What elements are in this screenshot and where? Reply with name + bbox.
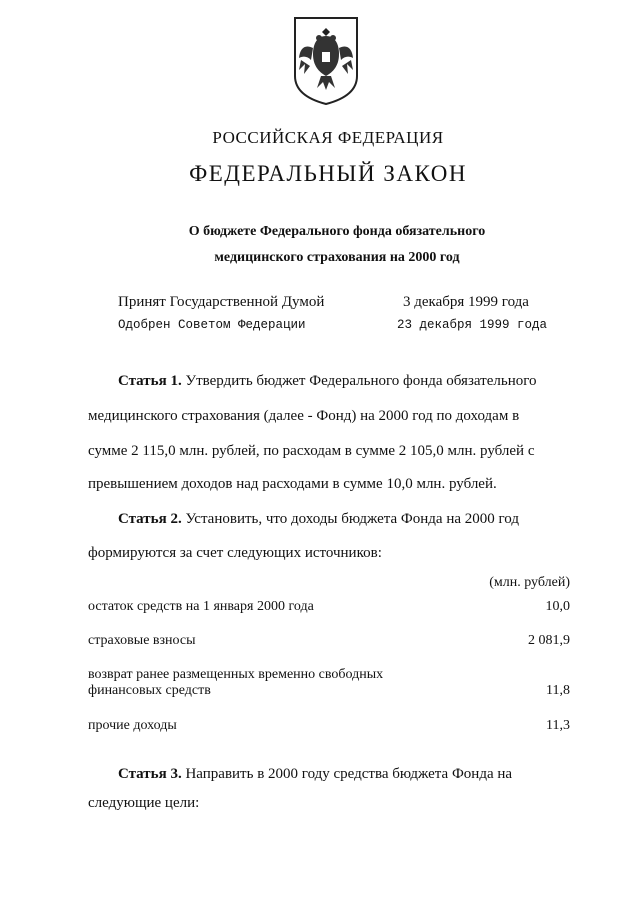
article-2-heading: Статья 2. (118, 511, 182, 527)
council-approval-label: Одобрен Советом Федерации (118, 318, 306, 332)
duma-adoption-label: Принят Государственной Думой (118, 294, 325, 310)
income-label-continued: финансовых средств (88, 683, 211, 698)
article-2-line-2: формируются за счет следующих источников: (88, 545, 382, 561)
law-title-line-2: медицинского страхования на 2000 год (214, 250, 460, 265)
article-3-heading: Статья 3. (118, 766, 182, 782)
law-title-line-1: О бюджете Федерального фонда обязательного (188, 224, 486, 239)
income-value: 2 081,9 (528, 633, 570, 648)
law-type: ФЕДЕРАЛЬНЫЙ ЗАКОН (189, 161, 467, 186)
article-3-text-1: Направить в 2000 году средства бюджета Фонда на (185, 766, 513, 782)
article-1-line-4: превышением доходов над расходами в сумме 10,0 млн. рублей. (88, 476, 497, 492)
article-1-line-2: медицинского страхования (далее - Фонд) на 2000 год по доходам в (88, 408, 520, 424)
article-3-line-2: следующие цели: (88, 795, 200, 811)
article-1-text-1: Утвердить бюджет Федерального фонда обязательного (185, 373, 537, 389)
income-label: возврат ранее размещенных временно свободных (88, 667, 384, 682)
article-2-text-1: Установить, что доходы бюджета Фонда на 2000 год (185, 511, 519, 527)
unit-label: (млн. рублей) (489, 575, 570, 590)
duma-adoption-date: 3 декабря 1999 года (403, 294, 529, 310)
article-1-line-1 (88, 364, 572, 399)
income-label: прочие доходы (88, 718, 177, 733)
income-value: 11,3 (546, 718, 570, 733)
article-2-line-1 (88, 502, 572, 537)
article-1-line-3: сумме 2 115,0 млн. рублей, по расходам в сумме 2 105,0 млн. рублей с (88, 443, 535, 459)
income-value: 10,0 (545, 599, 570, 614)
country-name: РОССИЙСКАЯ ФЕДЕРАЦИЯ (212, 128, 444, 147)
income-label: страховые взносы (88, 633, 196, 648)
income-value: 11,8 (546, 683, 570, 698)
coat-of-arms-emblem (291, 14, 361, 106)
article-1-heading: Статья 1. (118, 373, 182, 389)
income-label: остаток средств на 1 января 2000 года (88, 599, 314, 614)
council-approval-date: 23 декабря 1999 года (397, 318, 548, 332)
